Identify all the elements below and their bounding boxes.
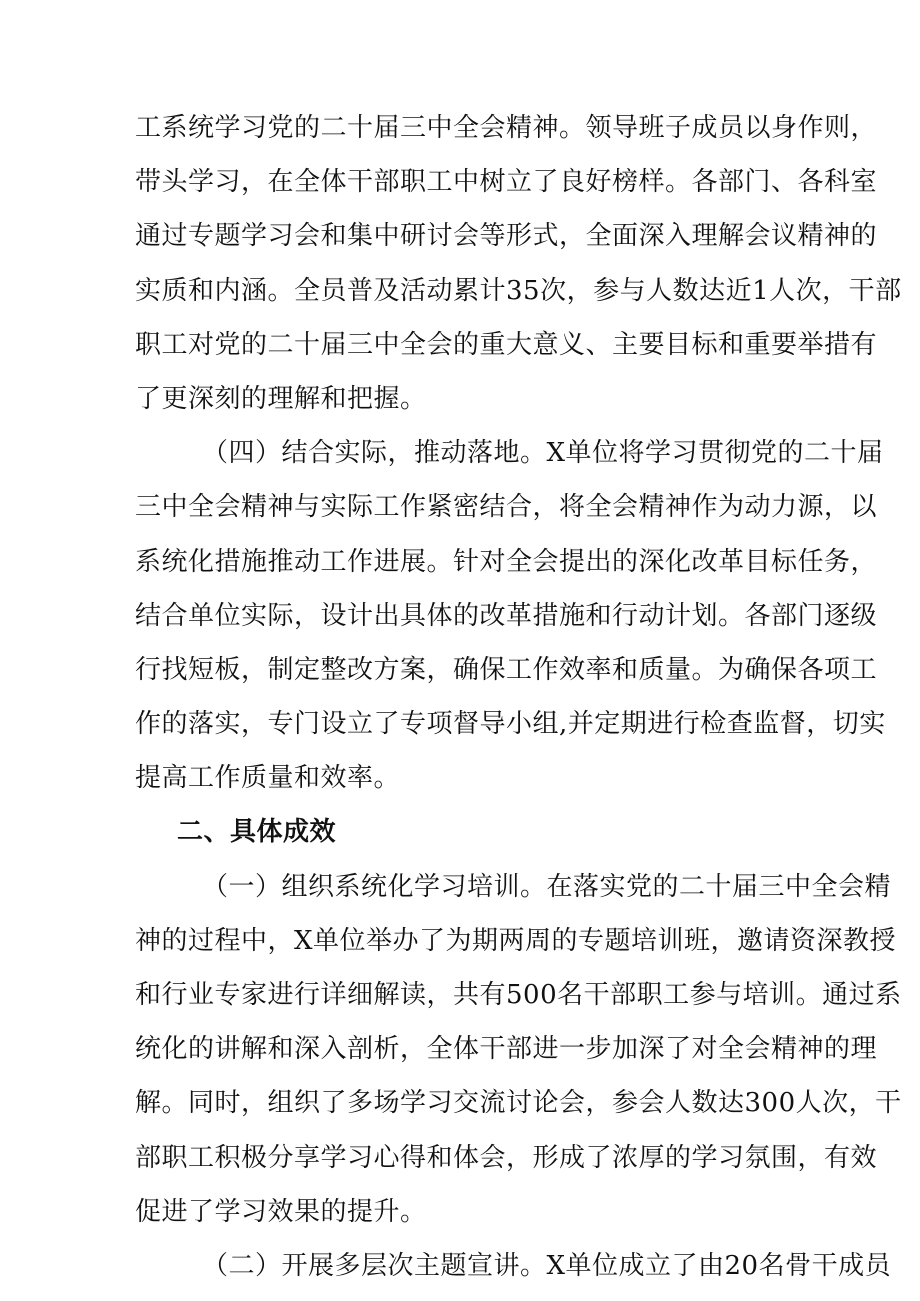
body-line: 带头学习，在全体干部职工中树立了良好榜样。各部门、各科室 — [135, 167, 878, 198]
body-line: 行找短板，制定整改方案，确保工作效率和质量。为确保各项工 — [135, 654, 878, 685]
section-heading: 二、具体成效 — [177, 817, 337, 848]
body-line: 提高工作质量和效率。 — [135, 763, 401, 794]
body-line: 神的过程中，X单位举办了为期两周的专题培训班，邀请资深教授 — [135, 925, 897, 956]
paragraph-start-line: （二）开展多层次主题宣讲。X单位成立了由20名骨干成员 — [202, 1250, 892, 1281]
body-line: 实质和内涵。全员普及活动累计35次，参与人数达近1人次，干部 — [135, 275, 902, 306]
body-line: 和行业专家进行详细解读，共有500名干部职工参与培训。通过系 — [135, 980, 902, 1010]
paragraph-start-line: （四）结合实际，推动落地。X单位将学习贯彻党的二十届 — [202, 438, 884, 469]
body-line: 促进了学习效果的提升。 — [135, 1196, 427, 1227]
document-body — [135, 101, 902, 1293]
paragraph-start-line: （一）组织系统化学习培训。在落实党的二十届三中全会精 — [202, 871, 892, 902]
body-line: 结合单位实际，设计出具体的改革措施和行动计划。各部门逐级 — [135, 600, 878, 631]
body-line: 三中全会精神与实际工作紧密结合，将全会精神作为动力源，以 — [135, 492, 878, 523]
body-line: 职工对党的二十届三中全会的重大意义、主要目标和重要举措有 — [135, 329, 878, 360]
body-line: 了更深刻的理解和把握。 — [135, 383, 427, 414]
body-line: 解。同时，组织了多场学习交流讨论会，参会人数达300人次，干 — [135, 1088, 902, 1119]
body-line: 工系统学习党的二十届三中全会精神。领导班子成员以身作则， — [135, 113, 878, 143]
body-line: 通过专题学习会和集中研讨会等形式，全面深入理解会议精神的 — [135, 221, 878, 252]
body-line: 系统化措施推动工作进展。针对全会提出的深化改革目标任务， — [135, 546, 878, 577]
body-line: 作的落实，专门设立了专项督导小组,并定期进行检查监督，切实 — [135, 709, 886, 740]
body-line: 统化的讲解和深入剖析，全体干部进一步加深了对全会精神的理 — [135, 1034, 878, 1065]
body-line: 部职工积极分享学习心得和体会，形成了浓厚的学习氛围，有效 — [135, 1142, 878, 1173]
